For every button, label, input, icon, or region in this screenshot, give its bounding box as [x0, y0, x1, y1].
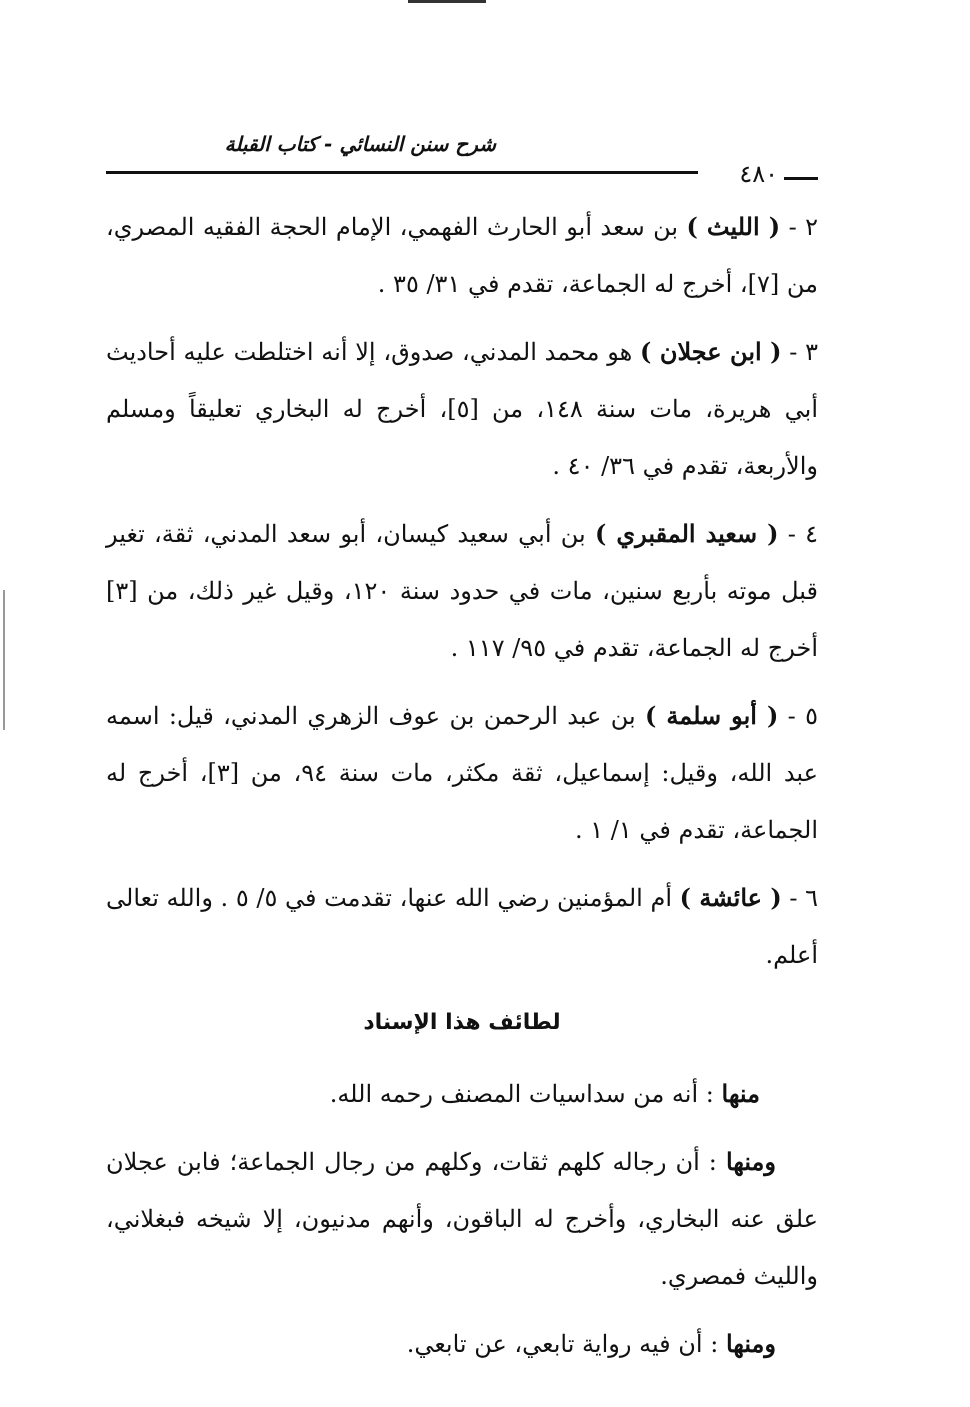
narrator-bio: بن عبد الرحمن بن عوف الزهري المدني، قيل: اسمه عبد الله، وقيل: إسماعيل، ثقة مكثر، مات سنة ٩٤، من [٣]، أخرج له الجماعة، تقدم في ١/ ١ . — [106, 702, 818, 844]
running-title: شرح سنن النسائي - كتاب القبلة — [224, 132, 496, 156]
isnad-point — [106, 1133, 818, 1305]
page-number: ٤٨٠ — [739, 160, 778, 188]
narrator-entry — [106, 869, 818, 984]
page-body — [106, 198, 818, 1383]
book-page — [106, 0, 818, 1407]
narrator-entry — [106, 687, 818, 859]
narrator-number: ٥ - — [787, 702, 818, 730]
narrator-name: ( ابن عجلان ) — [640, 337, 782, 366]
point-text: : أن فيه رواية تابعي، عن تابعي. — [406, 1330, 719, 1358]
narrator-bio: بن أبي سعيد كيسان، أبو سعد المدني، ثقة، تغير قبل موته بأربع سنين، مات في حدود سنة ١٢٠، وقيل غير ذلك، من [٣] أخرج له الجماعة، تقدم في ٩٥/ ١١٧ . — [106, 520, 818, 662]
narrator-bio: هو محمد المدني، صدوق، إلا أنه اختلطت عليه أحاديث أبي هريرة، مات سنة ١٤٨، من [٥]، أخرج له البخاري تعليقاً ومسلم والأربعة، تقدم في ٣٦/ ٤٠ . — [106, 338, 818, 480]
point-lead: ومنها — [725, 1329, 776, 1358]
narrator-entry — [106, 505, 818, 677]
header-rule — [106, 171, 698, 174]
isnad-point — [106, 1065, 818, 1123]
narrator-number: ٣ - — [789, 338, 818, 366]
narrator-bio: بن سعد أبو الحارث الفهمي، الإمام الحجة الفقيه المصري، من [٧]، أخرج له الجماعة، تقدم في ٣١/ ٣٥ . — [106, 213, 818, 298]
point-text: : أنه من سداسيات المصنف رحمه الله. — [329, 1080, 714, 1108]
narrator-number: ٤ - — [787, 520, 818, 548]
point-text: : أن رجاله كلهم ثقات، وكلهم من رجال الجماعة؛ فابن عجلان علق عنه البخاري، وأخرج له الباقون، وأنهم مدنيون، إلا شيخه فبغلاني، والليث فمصري. — [106, 1148, 818, 1290]
point-lead: ومنها — [725, 1147, 776, 1176]
section-heading: لطائف هذا الإسناد — [363, 1010, 561, 1035]
narrator-name: ( عائشة ) — [679, 883, 782, 912]
page-number-dash — [784, 177, 818, 180]
narrator-number: ٢ - — [788, 213, 818, 241]
left-edge-mark — [3, 590, 5, 730]
narrator-name: ( سعيد المقبري ) — [595, 519, 779, 548]
narrator-bio: أم المؤمنين رضي الله عنها، تقدمت في ٥/ ٥ . والله تعالى أعلم. — [106, 884, 818, 969]
isnad-point — [106, 1315, 818, 1373]
narrator-entry — [106, 198, 818, 313]
narrator-number: ٦ - — [789, 884, 819, 912]
narrator-entry — [106, 323, 818, 495]
narrator-name: ( أبو سلمة ) — [644, 701, 779, 730]
point-lead: منها — [721, 1079, 760, 1108]
narrator-name: ( الليث ) — [686, 212, 781, 241]
